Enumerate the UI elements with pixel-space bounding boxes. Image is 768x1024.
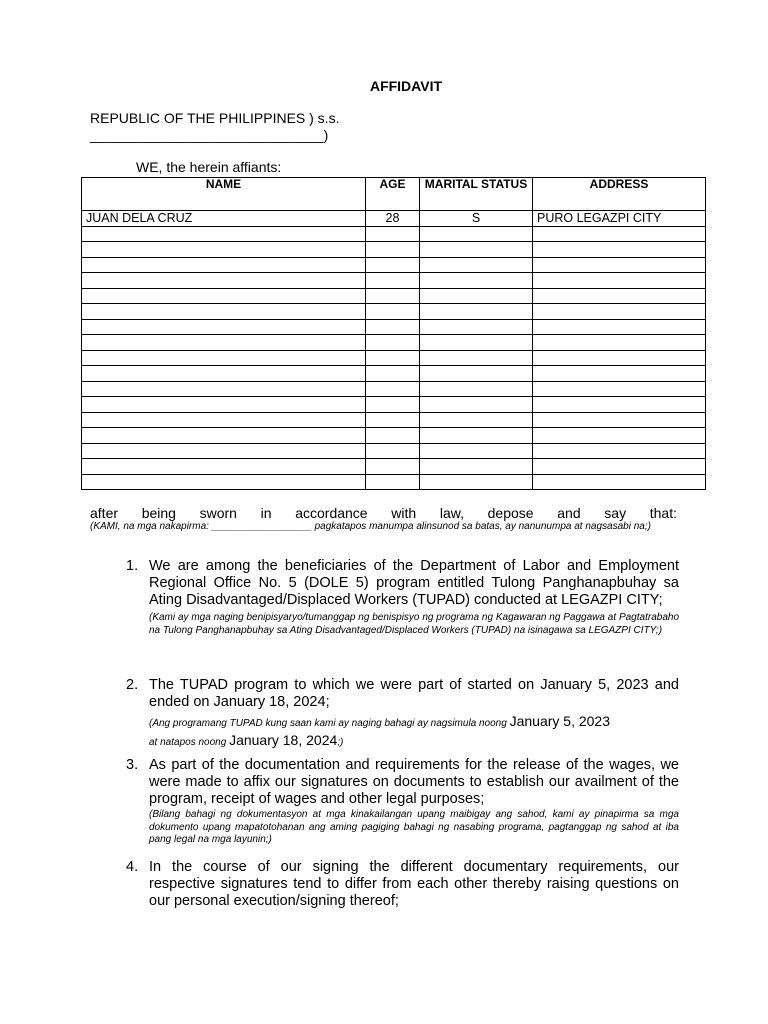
- list-item: [126, 677, 679, 751]
- cell-address: [533, 366, 706, 382]
- list-item: [126, 757, 679, 847]
- table-row: [82, 257, 706, 273]
- table-row: [82, 459, 706, 475]
- deposition-intro: after being sworn in accordance with law, depose and say that:: [90, 505, 677, 521]
- cell-name: [82, 397, 366, 413]
- table-row: [82, 319, 706, 335]
- cell-marital-status: [420, 319, 533, 335]
- cell-address: [533, 428, 706, 444]
- cell-address: [533, 273, 706, 289]
- item-text: As part of the documentation and requirements for the release of the wages, we were made to affix our signatures on documents to establish our availment of the program, receipt of wages and other legal purposes;: [149, 757, 679, 807]
- cell-address: [533, 474, 706, 490]
- cell-address: [533, 304, 706, 320]
- cell-address: [533, 397, 706, 413]
- cell-name: [82, 257, 366, 273]
- column-header-marital-status: MARITAL STATUS: [420, 178, 533, 211]
- cell-age: [366, 242, 420, 258]
- table-row: [82, 211, 706, 227]
- venue-line: REPUBLIC OF THE PHILIPPINES ) s.s.: [90, 110, 340, 126]
- cell-marital-status: [420, 366, 533, 382]
- cell-marital-status: [420, 428, 533, 444]
- cell-age: [366, 366, 420, 382]
- cell-marital-status: [420, 443, 533, 459]
- item-number: 1.: [126, 558, 139, 574]
- column-header-address: ADDRESS: [533, 178, 706, 211]
- item-text: In the course of our signing the different documentary requirements, our respective signatures tend to differ from each other thereby raising questions on our personal execution/signing thereof;: [149, 859, 679, 909]
- table-row: [82, 273, 706, 289]
- item-text: The TUPAD program to which we were part of started on January 5, 2023 and ended on January 18, 2024;: [149, 677, 679, 710]
- table-row: [82, 366, 706, 382]
- cell-marital-status: [420, 412, 533, 428]
- list-item: [126, 859, 679, 910]
- cell-age: 28: [366, 211, 420, 227]
- table-row: [82, 428, 706, 444]
- cell-marital-status: [420, 257, 533, 273]
- cell-age: [366, 459, 420, 475]
- cell-address: [533, 335, 706, 351]
- table-row: [82, 288, 706, 304]
- cell-name: [82, 412, 366, 428]
- translation-part: ;): [337, 737, 344, 748]
- cell-address: [533, 350, 706, 366]
- cell-age: [366, 350, 420, 366]
- cell-age: [366, 335, 420, 351]
- item-translation: (Kami ay mga naging benipisyaryo/tumanggap ng benispisyo ng programa ng Kagawaran ng Paggawa at Pagtatrabaho na Tulong Panghanapbuhay sa Ating Disadvantaged/Displaced Workers (TUPAD) na isinagawa sa LEGAZPI CITY;): [149, 612, 679, 636]
- cell-name: [82, 288, 366, 304]
- cell-marital-status: [420, 459, 533, 475]
- table-row: [82, 304, 706, 320]
- translation-part: at natapos noong: [149, 737, 230, 748]
- cell-address: [533, 443, 706, 459]
- cell-marital-status: [420, 304, 533, 320]
- cell-marital-status: [420, 226, 533, 242]
- cell-name: [82, 273, 366, 289]
- table-row: [82, 474, 706, 490]
- venue-blank-line: ______________________________): [90, 127, 329, 143]
- cell-age: [366, 412, 420, 428]
- table-row: [82, 381, 706, 397]
- cell-address: [533, 257, 706, 273]
- cell-name: [82, 242, 366, 258]
- cell-age: [366, 397, 420, 413]
- cell-address: [533, 226, 706, 242]
- cell-name: [82, 226, 366, 242]
- cell-marital-status: [420, 381, 533, 397]
- cell-age: [366, 257, 420, 273]
- cell-name: [82, 428, 366, 444]
- end-date: January 18, 2024: [229, 732, 338, 748]
- cell-marital-status: [420, 288, 533, 304]
- column-header-name: NAME: [82, 178, 366, 211]
- item-translation: (Bilang bahagi ng dokumentasyon at mga kinakailangan upang maibigay ang sahod, kami ay pinapirma sa mga dokumento upang mapatotohanan ang aming pagiging bahagi ng nasabing programa, pagtanggap ng sahod at iba pang legal na mga layunin;): [149, 809, 679, 845]
- cell-marital-status: [420, 335, 533, 351]
- document-title: AFFIDAVIT: [369, 78, 443, 94]
- cell-age: [366, 381, 420, 397]
- cell-marital-status: [420, 273, 533, 289]
- cell-age: [366, 226, 420, 242]
- deposition-intro-translation: (KAMI, na mga nakapirma: __________________ pagkatapos manumpa alinsunod sa batas, ay nanunumpa at nagsasabi na;): [90, 521, 651, 532]
- item-translation: [149, 713, 679, 751]
- cell-name: [82, 350, 366, 366]
- item-text: We are among the beneficiaries of the Department of Labor and Employment Regional Office No. 5 (DOLE 5) program entitled Tulong Panghanapbuhay sa Ating Disadvantaged/Displaced Workers (TUPAD) conducted at LEGAZPI CITY;: [149, 558, 679, 608]
- cell-marital-status: S: [420, 211, 533, 227]
- cell-name: [82, 443, 366, 459]
- cell-marital-status: [420, 474, 533, 490]
- cell-marital-status: [420, 397, 533, 413]
- table-row: [82, 443, 706, 459]
- cell-name: [82, 366, 366, 382]
- table-row: [82, 226, 706, 242]
- cell-name: [82, 474, 366, 490]
- cell-marital-status: [420, 350, 533, 366]
- affiants-intro: WE, the herein affiants:: [136, 159, 282, 175]
- cell-address: PURO LEGAZPI CITY: [533, 211, 706, 227]
- cell-address: [533, 242, 706, 258]
- affiants-table: [81, 177, 706, 490]
- cell-address: [533, 412, 706, 428]
- cell-age: [366, 443, 420, 459]
- cell-age: [366, 474, 420, 490]
- column-header-age: AGE: [366, 178, 420, 211]
- cell-age: [366, 319, 420, 335]
- table-row: [82, 242, 706, 258]
- start-date: January 5, 2023: [509, 713, 610, 729]
- cell-name: [82, 459, 366, 475]
- table-row: [82, 397, 706, 413]
- list-item: [126, 558, 679, 637]
- cell-address: [533, 459, 706, 475]
- item-number: 3.: [126, 757, 139, 773]
- venue-block: [90, 110, 339, 144]
- cell-address: [533, 381, 706, 397]
- cell-name: JUAN DELA CRUZ: [82, 211, 366, 227]
- cell-age: [366, 288, 420, 304]
- cell-address: [533, 319, 706, 335]
- item-number: 2.: [126, 677, 139, 693]
- cell-name: [82, 381, 366, 397]
- table-row: [82, 335, 706, 351]
- cell-age: [366, 273, 420, 289]
- cell-age: [366, 304, 420, 320]
- cell-age: [366, 428, 420, 444]
- table-row: [82, 412, 706, 428]
- cell-marital-status: [420, 242, 533, 258]
- cell-address: [533, 288, 706, 304]
- item-number: 4.: [126, 859, 139, 875]
- cell-name: [82, 319, 366, 335]
- cell-name: [82, 304, 366, 320]
- cell-name: [82, 335, 366, 351]
- table-row: [82, 350, 706, 366]
- table-header-row: [82, 178, 706, 211]
- translation-part: (Ang programang TUPAD kung saan kami ay naging bahagi ay nagsimula noong: [149, 718, 510, 729]
